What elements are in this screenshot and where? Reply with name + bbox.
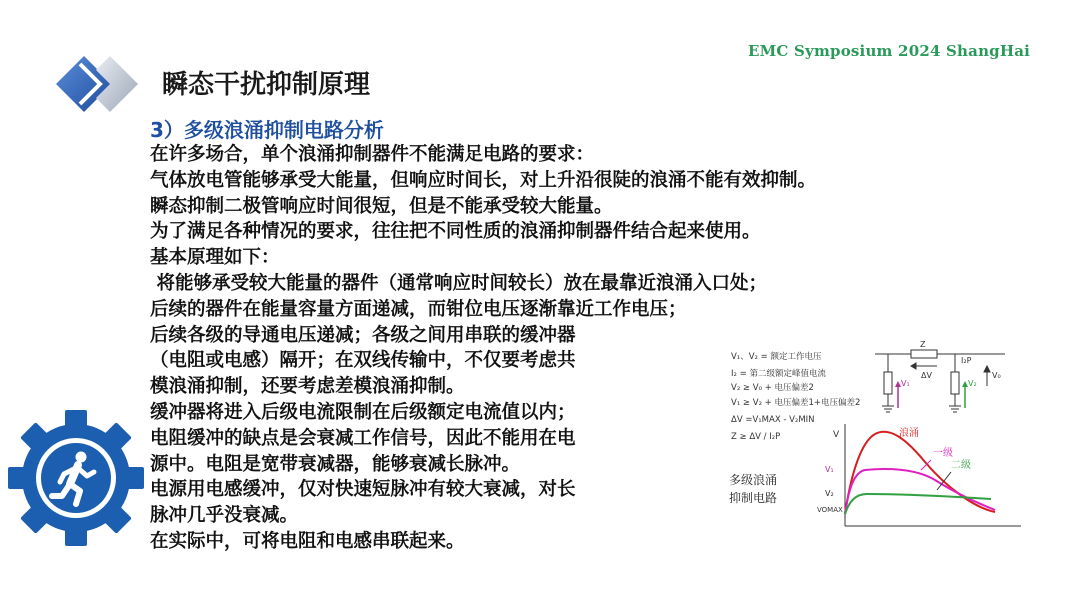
y-v2-label: V₂: [825, 489, 834, 498]
paragraph-line: 脉冲几乎没衰减。: [150, 505, 299, 527]
paragraph-line: 后续各级的导通电压递减；各级之间用串联的缓冲器: [150, 324, 576, 346]
paragraph-line: 电阻缓冲的缺点是会衰减工作信号，因此不能用在电: [150, 427, 576, 449]
delta-v-label: ΔV: [921, 371, 932, 380]
gear-running-man-icon: [8, 408, 144, 548]
multistage-surge-diagram: [725, 336, 1025, 532]
paragraph-line: 基本原理如下：: [150, 247, 280, 269]
body-text: [150, 142, 816, 555]
paragraph-line: 在许多场合，单个浪涌抑制器件不能满足电路的要求：: [150, 144, 595, 165]
y-vomax-label: VOMAX: [817, 506, 843, 514]
v2-label: V₂: [968, 379, 977, 388]
section-subtitle: 3）多级浪涌抑制电路分析: [150, 118, 384, 142]
diagram-caption: 抑制电路: [729, 491, 778, 505]
paragraph-line: 电源用电感缓冲，仅对快速短脉冲有较大衰减，对长: [150, 479, 576, 501]
axis-v-label: V: [833, 430, 840, 440]
z-label: Z: [920, 340, 926, 349]
page-title: 瞬态干扰抑制原理: [162, 70, 371, 100]
diagram-caption: 多级浪涌: [729, 473, 778, 487]
v0-label: V₀: [992, 371, 1001, 380]
stage1-curve: [845, 469, 995, 514]
legend-line: Z ≥ ΔV / I₂P: [731, 432, 781, 442]
paragraph-line: 源中。电阻是宽带衰减器，能够衰减长脉冲。: [150, 453, 521, 475]
diamond-logo-icon: [52, 52, 147, 122]
paragraph-line: 模浪涌抑制，还要考虑差模浪涌抑制。: [150, 376, 465, 398]
stage2-curve: [845, 494, 991, 514]
legend-line: V₁、V₂ = 额定工作电压: [731, 352, 822, 362]
paragraph-line: 在实际中，可将电阻和电感串联起来。: [150, 530, 465, 552]
paragraph-line: 瞬态抑制二极管响应时间很短，但是不能承受较大能量。: [150, 195, 613, 217]
legend-line: V₂ ≥ V₀ + 电压偏差2: [731, 383, 814, 393]
legend-line: I₂ = 第二级额定峰值电流: [731, 369, 826, 379]
paragraph-line: 后续的器件在能量容量方面递减，而钳位电压逐渐靠近工作电压；: [150, 298, 687, 320]
stage1-label: 一级: [933, 448, 953, 459]
legend-line: V₁ ≥ V₂ + 电压偏差1+电压偏差2: [731, 398, 861, 408]
circuit-schematic: [875, 350, 1005, 412]
stage2-label: 二级: [951, 460, 971, 471]
paragraph-line: 缓冲器将进入后级电流限制在后级额定电流值以内；: [150, 401, 576, 423]
paragraph-line: 将能够承受较大能量的器件（通常响应时间较长）放在最靠近浪涌入口处；: [150, 272, 767, 294]
paragraph-line: 为了满足各种情况的要求，往往把不同性质的浪涌抑制器件结合起来使用。: [150, 221, 761, 243]
i-label: I₂P: [961, 356, 972, 365]
paragraph-line: （电阻或电感）隔开；在双线传输中，不仅要考虑共: [150, 350, 576, 372]
surge-label: 浪涌: [899, 428, 919, 439]
conference-label: EMC Symposium 2024 ShangHai: [748, 42, 1031, 60]
legend-line: ΔV =V₁MAX - V₂MIN: [731, 415, 815, 425]
v1-label: V₁: [901, 379, 910, 388]
paragraph-line: 气体放电管能够承受大能量，但响应时间长，对上升沿很陡的浪涌不能有效抑制。: [150, 169, 817, 191]
y-v1-label: V₁: [825, 465, 834, 474]
